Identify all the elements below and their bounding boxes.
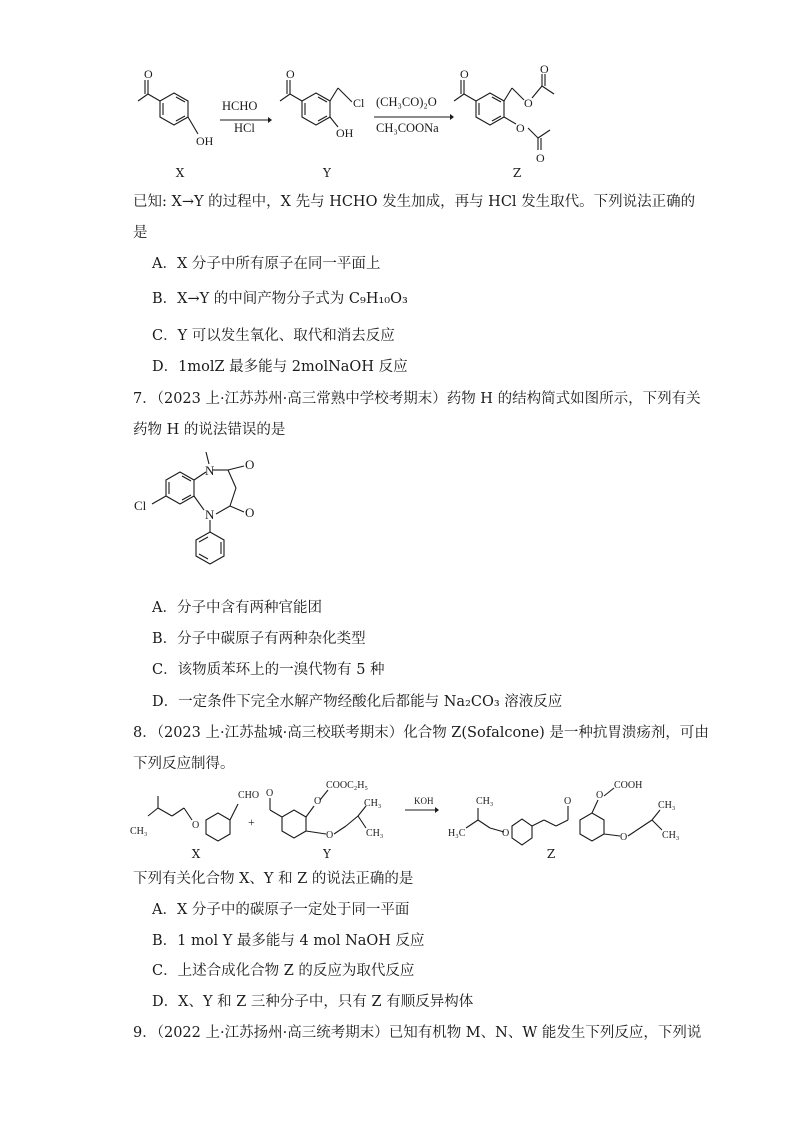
atom-cl: Cl [134, 498, 147, 513]
atom-o: O [540, 62, 549, 76]
q8-label-z: Z [546, 847, 556, 861]
reagent-koh: KOH [414, 796, 434, 806]
cooet-label: COOC₂H₅ [326, 780, 368, 791]
atom-o: O [502, 828, 510, 839]
cooh-label: COOH [614, 780, 643, 791]
plus-sign: + [248, 815, 255, 829]
cho-label: CHO [238, 790, 260, 801]
structure-y [278, 67, 378, 160]
q6-stem-line1: 已知: X→Y 的过程中，X 先与 HCHO 发生加成，再与 HCl 发生取代。下列说法正确的 [133, 194, 696, 210]
label-x: X [175, 166, 185, 180]
q7-option-b: B．分子中碳原子有两种杂化类型 [152, 631, 366, 647]
atom-o: O [245, 505, 255, 520]
q8-label-x: X [191, 847, 201, 861]
label-z: Z [512, 166, 522, 180]
q6-option-b: B．X→Y 的中间产物分子式为 C₉H₁₀O₃ [152, 291, 408, 307]
atom-o: O [326, 830, 334, 841]
atom-o: O [596, 790, 604, 801]
arrow1-reagent-bottom: HCl [234, 121, 255, 135]
structure-h [130, 448, 280, 588]
z-h3c: H₃C [448, 828, 466, 839]
atom-cl: Cl [353, 96, 365, 110]
z-ch3-left: CH₃ [476, 796, 494, 807]
q8-stem-line1: 8．（2023 上·江苏盐城·高三校联考期末）化合物 Z(Sofalcone) 是一种抗胃溃疡剂，可由 [133, 725, 709, 741]
atom-o: O [460, 67, 469, 81]
q8-reaction-scheme [130, 776, 690, 866]
atom-o: O [524, 96, 533, 110]
atom-o: O [144, 67, 153, 81]
q7-option-c: C．该物质苯环上的一溴代物有 5 种 [152, 662, 385, 678]
q7-option-d: D．一定条件下完全水解产物经酸化后都能与 Na₂CO₃ 溶液反应 [152, 694, 563, 710]
atom-oh: OH [196, 134, 214, 148]
structure-z [452, 62, 582, 167]
atom-o: O [620, 832, 628, 843]
q8-stem-line2: 下列反应制得。 [133, 756, 235, 772]
atom-o: O [516, 121, 525, 135]
arrow2-reagent-top: (CH₃CO)₂O [376, 95, 437, 109]
reaction-arrow-2 [374, 113, 454, 121]
y-ch3-bottom: CH₃ [366, 828, 384, 839]
atom-o: O [286, 67, 295, 81]
q7-option-a: A．分子中含有两种官能团 [152, 600, 322, 616]
q8-option-a: A．X 分子中的碳原子一定处于同一平面 [152, 902, 410, 918]
atom-n: N [205, 507, 215, 522]
arrow2-reagent-bottom: CH₃COONa [376, 121, 439, 135]
q8-option-b: B．1 mol Y 最多能与 4 mol NaOH 反应 [152, 933, 425, 949]
q8-question: 下列有关化合物 X、Y 和 Z 的说法正确的是 [133, 871, 414, 887]
z-ch3-bottom: CH₃ [662, 830, 680, 841]
q6-option-a: A．X 分子中所有原子在同一平面上 [152, 256, 381, 272]
atom-o: O [564, 796, 572, 807]
atom-o: O [266, 788, 274, 799]
q8-label-y: Y [323, 847, 331, 861]
label-y: Y [323, 166, 331, 180]
atom-o: O [192, 820, 200, 831]
q6-stem-line2: 是 [133, 225, 148, 241]
atom-o: O [245, 457, 255, 472]
arrow1-reagent-top: HCHO [222, 99, 258, 113]
q8-option-c: C．上述合成化合物 Z 的反应为取代反应 [152, 963, 415, 979]
atom-oh: OH [336, 126, 354, 140]
q6-option-c: C．Y 可以发生氧化、取代和消去反应 [152, 328, 395, 344]
q9-stem-line1: 9．（2022 上·江苏扬州·高三统考期末）已知有机物 M、N、W 能发生下列反应，下列说 [133, 1025, 702, 1041]
atom-o: O [314, 796, 322, 807]
structure-x [128, 67, 228, 160]
z-ch3-top: CH₃ [658, 800, 676, 811]
q7-stem-line1: 7．（2023 上·江苏苏州·高三常熟中学校考期末）药物 H 的结构简式如图所示，下列有关 [133, 391, 701, 407]
q8-option-d: D．X、Y 和 Z 三种分子中，只有 Z 有顺反异构体 [152, 994, 474, 1010]
atom-n: N [205, 463, 215, 478]
q7-stem-line2: 药物 H 的说法错误的是 [133, 422, 286, 438]
x-ch3: CH₃ [130, 826, 148, 837]
q6-option-d: D．1molZ 最多能与 2molNaOH 反应 [152, 359, 408, 375]
atom-o: O [536, 151, 545, 165]
y-ch3-top: CH₃ [364, 798, 382, 809]
